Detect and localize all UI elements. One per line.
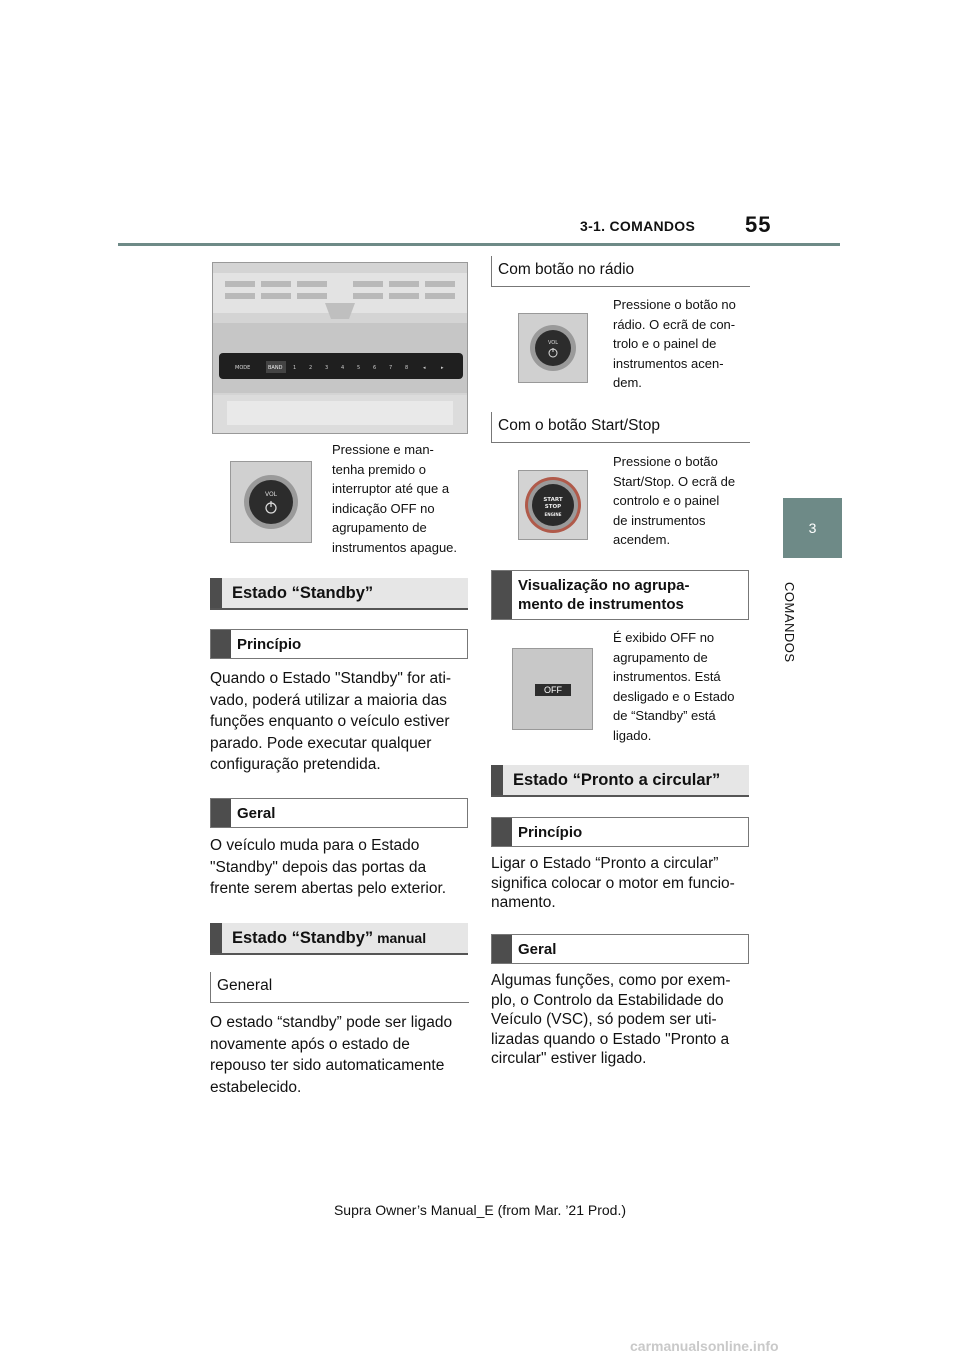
manual-heading-suffix: manual — [373, 930, 427, 946]
display-heading-text: Visualização no agrupa- mento de instrumentos — [518, 577, 690, 613]
knob-caption: Pressione e man- tenha premido o interruptor até que a indicação OFF no agrupamento de instrumentos apague. — [332, 442, 458, 555]
display-heading — [491, 570, 749, 620]
radio-label-2: 2 — [309, 365, 313, 371]
subheading-bar — [211, 630, 231, 658]
radio-knob-icon — [519, 314, 587, 382]
radio-label-3: 3 — [325, 365, 329, 371]
start-stop-caption: Pressione o botão Start/Stop. O ecrã de controlo e o painel de instrumentos acendem. — [613, 454, 736, 547]
off-indicator: OFF — [535, 684, 571, 696]
heading-bar — [491, 765, 503, 795]
radio-label-prev: ◂ — [423, 365, 426, 371]
radio-label-7: 7 — [389, 365, 393, 371]
svg-text:VOL: VOL — [547, 340, 559, 346]
start-stop-icon — [519, 471, 587, 539]
general-heading — [210, 972, 469, 1003]
svg-text:STOP: STOP — [544, 504, 562, 510]
start-stop-heading-text: Com o botão Start/Stop — [498, 417, 660, 434]
page-number: 55 — [745, 212, 772, 237]
ready-heading-text: Estado “Pronto a circular” — [513, 770, 721, 789]
geral-heading — [210, 798, 468, 828]
general-heading-text: General — [217, 977, 273, 994]
svg-text:VOL: VOL — [264, 491, 278, 498]
standby-heading — [210, 578, 468, 610]
radio-knob-photo — [518, 313, 588, 383]
ready-principio-heading-text: Princípio — [518, 823, 583, 841]
vol-knob-icon — [231, 462, 311, 542]
radio-panel-illustration — [213, 263, 467, 433]
heading-bar — [210, 578, 222, 608]
radio-label-next: ▸ — [441, 365, 444, 371]
start-stop-heading — [491, 412, 750, 443]
chapter-tab: 3 — [783, 498, 842, 558]
radio-caption: Pressione o botão no rádio. O ecrã de con- trolo e o painel de instrumentos acen- dem. — [613, 297, 736, 390]
heading-bar — [210, 923, 222, 953]
radio-button-heading — [491, 256, 750, 287]
radio-label-4: 4 — [341, 365, 345, 371]
subheading-bar — [492, 935, 512, 963]
radio-button-heading-text: Com botão no rádio — [498, 261, 635, 278]
ready-geral-heading — [491, 934, 749, 964]
subheading-bar — [492, 571, 512, 619]
principio-heading-text: Princípio — [237, 635, 302, 653]
section-title: 3-1. COMANDOS — [580, 218, 696, 234]
start-stop-photo — [518, 470, 588, 540]
subheading-bar — [492, 818, 512, 846]
radio-label-band: BAND — [268, 365, 283, 371]
svg-text:ENGINE: ENGINE — [544, 512, 562, 517]
footer: Supra Owner’s Manual_E (from Mar. ’21 Prod.) — [333, 1202, 627, 1218]
principio-text: Quando o Estado "Standby" for ati- vado, poderá utilizar a maioria das funções enquanto o veículo estiver parado. Pode executar qualquer configuração pretendida. — [210, 670, 452, 773]
svg-text:START: START — [543, 497, 563, 503]
radio-label-1: 1 — [293, 365, 297, 371]
general-text: O estado “standby” pode ser ligado novamente após o estado de repouso ter sido automaticamente estabelecido. — [210, 1014, 453, 1096]
subheading-bar — [211, 799, 231, 827]
geral-text: O veículo muda para o Estado "Standby" depois das portas da frente serem abertas pelo exterior. — [210, 837, 447, 897]
header-rule — [118, 243, 840, 246]
manual-standby-heading — [210, 923, 468, 955]
radio-label-6: 6 — [373, 365, 377, 371]
radio-label-5: 5 — [357, 365, 361, 371]
watermark: carmanualsonline.info — [630, 1338, 779, 1354]
chapter-label — [775, 582, 850, 663]
standby-heading-text: Estado “Standby” — [232, 583, 374, 602]
ready-principio-heading — [491, 817, 749, 847]
ready-geral-text: Algumas funções, como por exem- plo, o Controlo da Estabilidade do Veículo (VSC), só podem ser uti- lizadas quando o Estado "Pronto a circular" estiver ligado. — [491, 972, 731, 1067]
chapter-label-text: COMANDOS — [782, 582, 797, 663]
geral-heading-text: Geral — [237, 804, 276, 822]
ready-heading — [491, 765, 749, 797]
display-caption: É exibido OFF no agrupamento de instrumentos. Está desligado e o Estado de “Standby” está ligado. — [613, 630, 735, 743]
radio-label-mode: MODE — [235, 365, 251, 371]
principio-heading — [210, 629, 468, 659]
ready-principio-text: Ligar o Estado “Pronto a circular” significa colocar o motor em funcio- namento. — [491, 855, 735, 911]
radio-panel-photo — [212, 262, 468, 434]
cluster-off-photo — [512, 648, 593, 730]
manual-heading-text: Estado “Standby” — [232, 928, 374, 947]
radio-label-8: 8 — [405, 365, 409, 371]
ready-geral-heading-text: Geral — [518, 940, 557, 958]
vol-knob-photo — [230, 461, 312, 543]
